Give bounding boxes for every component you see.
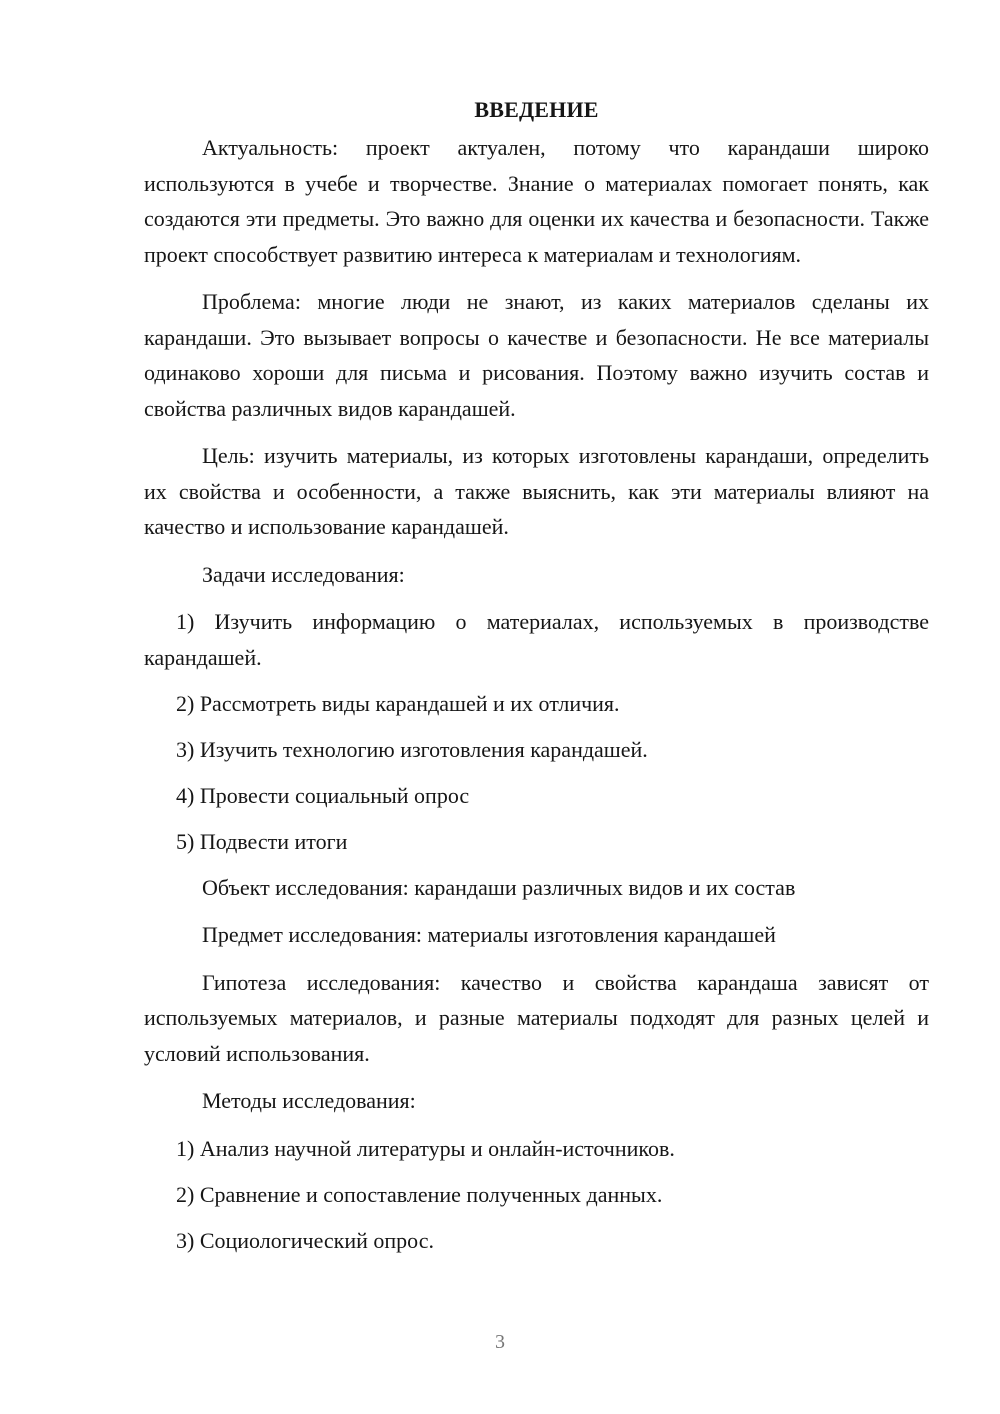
research-object-paragraph: Объект исследования: карандаши различных видов и их состав (202, 874, 796, 900)
research-hypothesis-paragraph: Гипотеза исследования: качество и свойства карандаша зависят от используемых материалов, и разные материалы подходят для разных целей и условий использования. (144, 969, 929, 1066)
task-item: 5) Подвести итоги (176, 828, 348, 854)
research-subject-paragraph: Предмет исследования: материалы изготовления карандашей (202, 922, 776, 947)
tasks-heading: Задачи исследования: (202, 561, 405, 587)
problem-paragraph: Проблема: многие люди не знают, из каких материалов сделаны их карандаши. Это вызывает вопросы о качестве и безопасности. Не все материалы одинаково хороши для письма и рисования. Поэтому важно изучить состав и свойства различных видов карандашей. (144, 289, 929, 421)
method-item: 2) Сравнение и сопоставление полученных данных. (176, 1181, 663, 1207)
method-item: 1) Анализ научной литературы и онлайн-источников. (176, 1135, 675, 1161)
document-page (144, 92, 929, 1269)
methods-heading: Методы исследования: (202, 1088, 416, 1113)
section-title: ВВЕДЕНИЕ (474, 97, 599, 122)
goal-paragraph: Цель: изучить материалы, из которых изготовлены карандаши, определить их свойства и особенности, а также выяснить, как эти материалы влияют на качество и использование карандашей. (144, 443, 929, 539)
method-item: 3) Социологический опрос. (176, 1227, 434, 1253)
task-item: 4) Провести социальный опрос (176, 782, 470, 808)
task-item: 2) Рассмотреть виды карандашей и их отличия. (176, 690, 620, 716)
page-number: 3 (495, 1331, 505, 1353)
task-item: 3) Изучить технологию изготовления карандашей. (176, 736, 648, 762)
task-item: 1) Изучить информацию о материалах, используемых в производстве карандашей. (144, 609, 929, 670)
relevance-paragraph: Актуальность: проект актуален, потому что карандаши широко используются в учебе и творчестве. Знание о материалах помогает понять, как создаются эти предметы. Это важно для оценки их качества и безопасности. Также проект способствует развитию интереса к материалам и технологиям. (144, 135, 929, 267)
